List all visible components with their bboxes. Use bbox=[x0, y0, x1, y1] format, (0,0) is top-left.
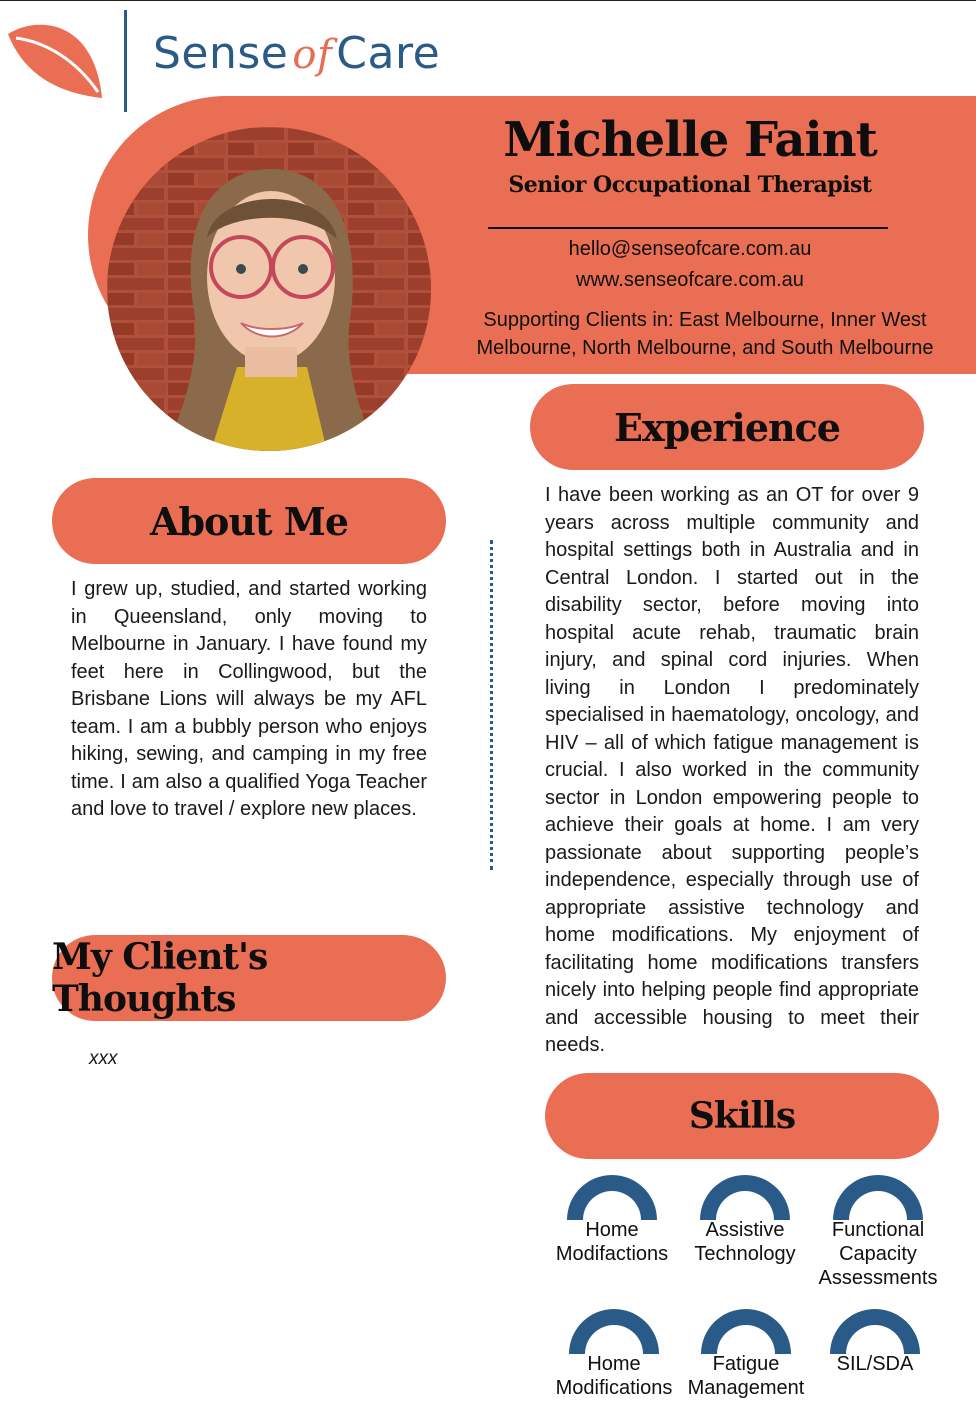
about-body: I grew up, studied, and started working in Queensland, only moving to Melbourne in January. I have found my feet here in Collingwood, but the Brisbane Lions will always be my AFL team. I am a bubbly person who enjoys hiking, sewing, and camping in my free time. I am also a qualified Yoga Teacher and love to travel / explore new places. bbox=[71, 578, 427, 820]
skill-item bbox=[808, 1172, 948, 1292]
experience-heading-text: Experience bbox=[614, 404, 840, 450]
skill-label-line1: SIL/SDA bbox=[836, 1353, 914, 1375]
portrait-illustration bbox=[107, 127, 431, 451]
brand-name-part1: Sense bbox=[153, 28, 289, 79]
skill-label-line1: Home bbox=[587, 1353, 641, 1375]
experience-body: I have been working as an OT for over 9 years across multiple community and hospital settings both in Australia and in Central London. I started out in the disability sector, before moving into hospital acute rehab, traumatic brain injury, and spinal cord injuries. When living in London I predominately specialised in haematology, oncology, and HIV – all of which fatigue management is crucial. I also worked in the community sector in London empowering people to achieve their goals at home. I am very passionate about supporting people’s independence, especially through use of appropriate assistive technology and home modifications. My enjoyment of facilitating home modifications transfers nicely into helping people find appropriate and accessible housing to meet their needs. bbox=[545, 484, 919, 1056]
email-link[interactable]: hello@senseofcare.com.au bbox=[568, 238, 812, 260]
skill-label-line2: Modifications bbox=[555, 1377, 673, 1399]
thoughts-body: xxx bbox=[89, 1048, 118, 1069]
skill-label-line1: Home bbox=[585, 1219, 639, 1241]
website-link[interactable]: www.senseofcare.com.au bbox=[576, 269, 804, 291]
skill-label-line3: Assessments bbox=[818, 1267, 938, 1289]
skill-item bbox=[676, 1306, 816, 1402]
skill-label-line1: Fatigue bbox=[712, 1353, 780, 1375]
skill-label-line2: Capacity bbox=[839, 1243, 917, 1265]
service-areas bbox=[470, 306, 940, 362]
skill-arc-icon bbox=[828, 1306, 922, 1354]
skill-item bbox=[675, 1172, 815, 1268]
skill-arc-icon bbox=[698, 1172, 792, 1220]
skills-heading-text: Skills bbox=[688, 1095, 796, 1137]
service-areas-line2: Melbourne, North Melbourne, and South Melbourne bbox=[476, 337, 934, 359]
profile-role: Senior Occupational Therapist bbox=[508, 172, 872, 198]
service-areas-line1: Supporting Clients in: East Melbourne, Inner West bbox=[483, 309, 927, 331]
thoughts-heading bbox=[52, 935, 446, 1021]
header-rule bbox=[488, 227, 888, 229]
skill-arc-icon bbox=[565, 1172, 659, 1220]
skills-heading bbox=[545, 1073, 939, 1159]
column-divider bbox=[490, 540, 493, 870]
skill-arc-icon bbox=[831, 1172, 925, 1220]
profile-photo bbox=[107, 127, 431, 451]
experience-heading bbox=[530, 384, 924, 470]
skill-label-line1: Assistive bbox=[705, 1219, 785, 1241]
skill-item bbox=[542, 1172, 682, 1268]
about-heading bbox=[52, 478, 446, 564]
skill-arc-icon bbox=[567, 1306, 661, 1354]
brand-name-part2: of bbox=[292, 32, 333, 78]
brand-wordmark bbox=[153, 28, 440, 79]
profile-name: Michelle Faint bbox=[503, 112, 877, 168]
skill-label-line2: Technology bbox=[694, 1243, 796, 1265]
skill-item bbox=[544, 1306, 684, 1402]
brand-name-part3: Care bbox=[336, 28, 441, 79]
thoughts-heading-text: My Client's Thoughts bbox=[52, 936, 268, 1020]
skill-label-line2: Modifactions bbox=[555, 1243, 669, 1265]
top-border bbox=[0, 0, 976, 1]
leaf-logo-icon bbox=[6, 20, 106, 102]
skill-label-line2: Management bbox=[687, 1377, 805, 1399]
skill-arc-icon bbox=[699, 1306, 793, 1354]
about-heading-text: About Me bbox=[149, 498, 349, 544]
skill-label-line1: Functional bbox=[831, 1219, 925, 1241]
skill-item bbox=[805, 1306, 945, 1378]
logo-divider bbox=[124, 10, 127, 112]
